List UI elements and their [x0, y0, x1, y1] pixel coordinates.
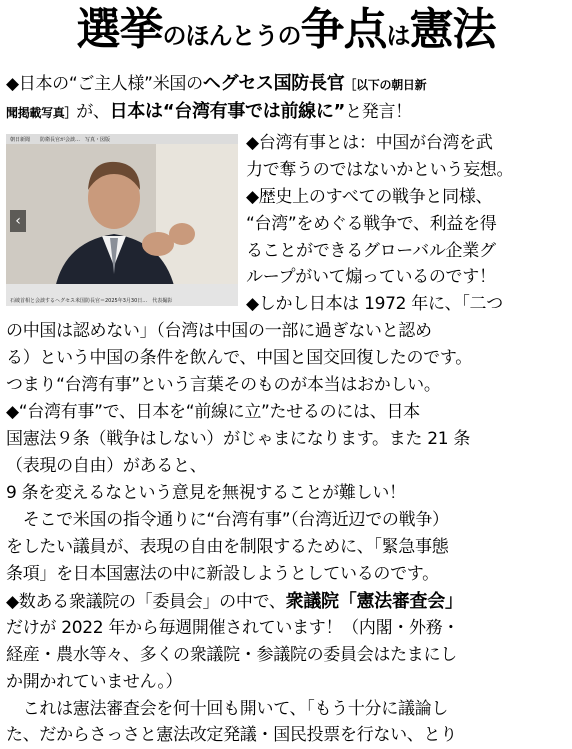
headline-part-2: のほんとうの — [162, 22, 301, 50]
committee-line — [6, 588, 566, 615]
body-line-2: る）という中国の条件を飲んで、中国と国交回復したのです。 — [6, 348, 472, 368]
body-line-7: 9 条を変えるなという意見を無視することが難しい！ — [6, 483, 406, 503]
body-line-3: つまり“台湾有事”という言葉そのものが本当はおかしい。 — [6, 375, 441, 395]
lead-line-2 — [6, 98, 566, 125]
lead-note-2: 聞掲載写真］ — [6, 106, 77, 120]
tail-line-2: 経産・農水等々、多くの衆議院・参議院の委員会はたまにし — [6, 645, 457, 665]
lead-text-2d: と発言！ — [345, 102, 412, 122]
body-line-1: の中国は認めない」（台湾は中国の一部に過ぎないと認め — [6, 321, 432, 341]
tail-line-4: これは憲法審査会を何十回も開いて、「もう十分に議論し — [6, 699, 449, 719]
lead-line-1 — [6, 70, 566, 97]
lead-text-1a: ◆日本の“ご主人様”米国の — [6, 74, 203, 94]
lead-note-1: ［以下の朝日新 — [344, 78, 427, 92]
committee-text: ◆数ある衆議院の「委員会」の中で、 — [6, 592, 286, 612]
body-line-4: ◆“台湾有事”で、日本を“前線に立”たせるのには、日本 — [6, 402, 420, 422]
headline-part-5: 憲法 — [409, 4, 496, 55]
side-line-2: 力で奪うのではないかという妄想。 — [246, 160, 514, 180]
body-line-9: をしたい議員が、表現の自由を制限するために、「緊急事態 — [6, 537, 449, 557]
side-line-6: ループがいて煽っているのです！ — [246, 267, 496, 287]
side-line-4: “台湾”をめぐる戦争で、利益を得 — [246, 214, 497, 234]
body-line-8: そこで米国の指令通りに“台湾有事”（台湾近辺での戦争） — [6, 510, 449, 530]
body-line-6: （表現の自由）があると、 — [6, 456, 207, 476]
side-line-3: ◆歴史上のすべての戦争と同様、 — [246, 187, 493, 207]
lead-quote: 日本は“台湾有事では前線に” — [109, 101, 346, 122]
body-line-5: 国憲法９条（戦争はしない）がじゃまになります。また 21 条 — [6, 429, 471, 449]
photo-caption-bottom: 石破首相と会談するヘグセス米国防長官＝2025年3月30日… 代表撮影 — [10, 298, 173, 304]
photo-caption-top: 朝日新聞 防衛長官が会談… 写真・図版 — [10, 137, 111, 143]
hegseth-photo-illustration — [6, 134, 238, 306]
tail-line-1: だけが 2022 年から毎週開催されています！（内閣・外務・ — [6, 618, 460, 638]
body-line-10: 条項」を日本国憲法の中に新設しようとしているのです。 — [6, 564, 439, 584]
side-line-5: ることができるグローバル企業グ — [246, 241, 496, 261]
chevron-left-icon: ‹ — [10, 210, 26, 232]
lead-hegseth: ヘグセス国防長官 — [202, 73, 345, 94]
lead-text-2b: が、 — [76, 102, 110, 122]
tail-line-5: た、だからさっさと憲法改定発議・国民投票を行ない、とり — [6, 725, 457, 745]
tail-line-3: か開かれていません。） — [6, 672, 183, 692]
headline-part-4: は — [386, 22, 410, 50]
side-line-1: ◆台湾有事とは：中国が台湾を武 — [246, 133, 493, 153]
headline — [0, 2, 572, 58]
committee-name: 衆議院「憲法審査会」 — [285, 591, 463, 612]
side-line-7: ◆しかし日本は 1972 年に、「二つ — [246, 294, 503, 314]
news-photo — [6, 134, 238, 306]
headline-part-3: 争点 — [300, 4, 387, 55]
headline-part-1: 選挙 — [76, 4, 163, 55]
